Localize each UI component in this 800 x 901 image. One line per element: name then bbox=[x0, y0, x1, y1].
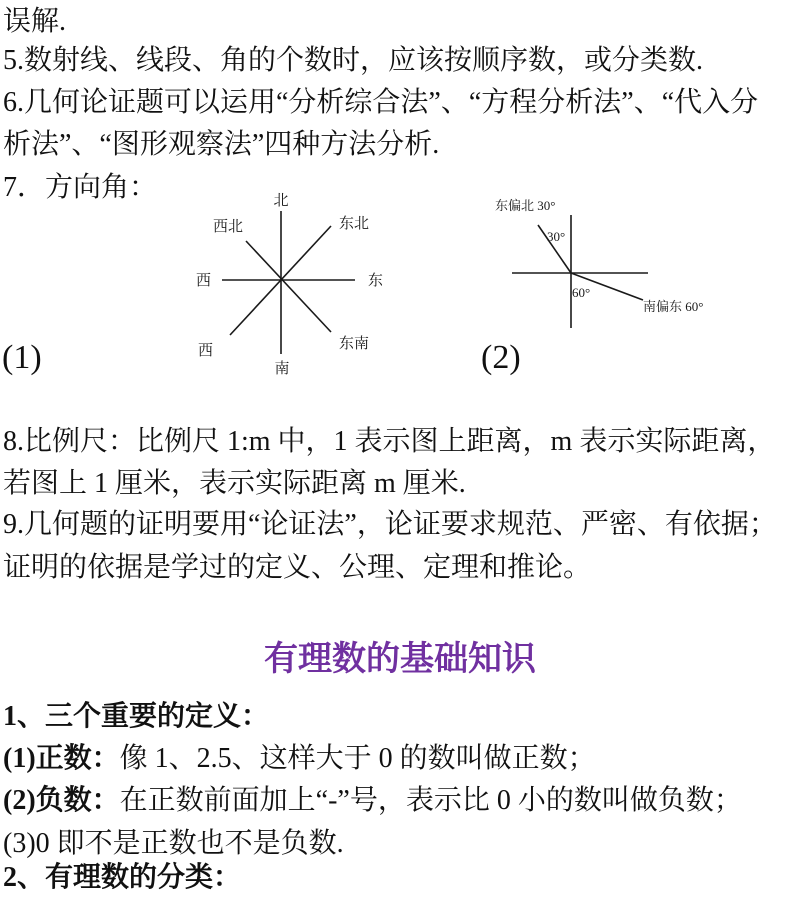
compass-label-north: 北 bbox=[273, 193, 289, 209]
definition-negative-label: (2)负数： bbox=[3, 785, 120, 816]
compass-label-west: 西 bbox=[196, 273, 212, 289]
definition-negative bbox=[3, 783, 742, 819]
compass-label-northwest: 西北 bbox=[213, 219, 244, 235]
classification-title: 2、有理数的分类： bbox=[3, 862, 242, 893]
bearing-label-east-of-north: 东偏北 30° bbox=[495, 198, 556, 213]
bearing-label-angle-60: 60° bbox=[572, 285, 591, 300]
figure2-caption: (2) bbox=[481, 339, 521, 376]
definition-zero: (3)0 即不是正数也不是负数. bbox=[3, 828, 344, 859]
paragraph-item6-line1: 6.几何论证题可以运用“分析综合法”、“方程分析法”、“代入分 bbox=[3, 87, 759, 118]
definition-positive-text: 像 1、2.5、这样大于 0 的数叫做正数； bbox=[119, 743, 596, 774]
bearing-label-south-of-east: 南偏东 60° bbox=[643, 299, 704, 314]
paragraph-item8-line1: 8.比例尺：比例尺 1:m 中，1 表示图上距离，m 表示实际距离， bbox=[3, 426, 776, 457]
section-heading: 有理数的基础知识 bbox=[264, 641, 536, 678]
figure1-caption: (1) bbox=[2, 339, 42, 376]
compass-label-southwest: 西 bbox=[198, 343, 214, 359]
compass-label-southeast: 东南 bbox=[339, 336, 370, 352]
definitions-title: 1、三个重要的定义： bbox=[3, 701, 270, 732]
compass-nw-se-diagonal bbox=[246, 241, 331, 332]
bearing-label-angle-30: 30° bbox=[547, 229, 566, 244]
bearing-angle-figure bbox=[480, 190, 730, 340]
definition-negative-text: 在正数前面加上“-”号，表示比 0 小的数叫做负数； bbox=[119, 785, 742, 816]
paragraph-item6-line2: 析法”、“图形观察法”四种方法分析. bbox=[3, 129, 440, 160]
definition-positive bbox=[3, 741, 596, 777]
compass-label-south: 南 bbox=[274, 361, 290, 377]
paragraph-item5: 5.数射线、线段、角的个数时，应该按顺序数，或分类数. bbox=[3, 45, 704, 76]
compass-label-northeast: 东北 bbox=[339, 216, 370, 232]
compass-label-east: 东 bbox=[368, 273, 384, 289]
paragraph-item9-line2: 证明的依据是学过的定义、公理、定理和推论。 bbox=[3, 552, 592, 583]
paragraph-misread: 误解. bbox=[3, 6, 67, 37]
paragraph-item9-line1: 9.几何题的证明要用“论证法”，论证要求规范、严密、有依据； bbox=[3, 509, 777, 540]
compass-rose-figure bbox=[150, 185, 390, 385]
paragraph-item8-line2: 若图上 1 厘米，表示实际距离 m 厘米. bbox=[3, 468, 466, 499]
paragraph-item7: 7．方向角： bbox=[3, 172, 158, 203]
definition-positive-label: (1)正数： bbox=[3, 743, 120, 774]
